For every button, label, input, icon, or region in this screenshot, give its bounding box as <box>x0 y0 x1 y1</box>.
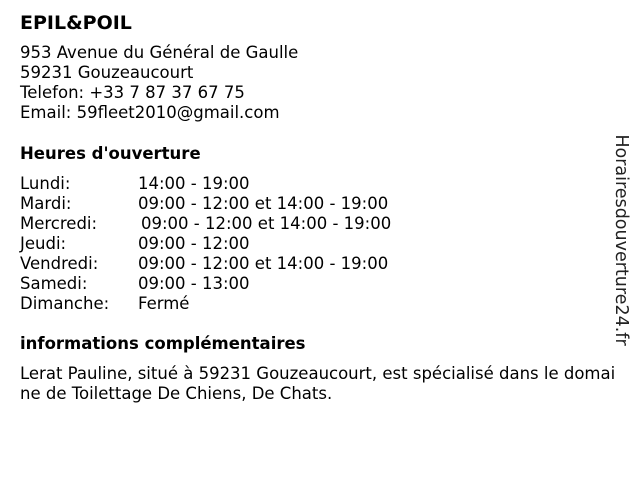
phone-number: Telefon: +33 7 87 37 67 75 <box>20 83 245 102</box>
address-city: 59231 Gouzeaucourt <box>20 63 194 82</box>
time-value: Fermé <box>138 294 190 313</box>
business-description: Lerat Pauline, situé à 59231 Gouzeaucourt, est spécialisé dans le domaine de Toilettage De Chiens, De Chats. <box>20 364 616 403</box>
time-value: 09:00 - 12:00 et 14:00 - 19:00 <box>138 254 389 273</box>
time-value: 09:00 - 12:00 et 14:00 - 19:00 <box>141 214 392 233</box>
info-heading: informations complémentaires <box>20 334 306 353</box>
site-watermark: Horairesdouverture24.fr <box>611 134 631 346</box>
email-address: Email: 59fleet2010@gmail.com <box>20 103 280 122</box>
day-label: Vendredi: <box>20 254 99 273</box>
day-label: Jeudi: <box>20 234 67 253</box>
business-name: EPIL&POIL <box>20 12 132 34</box>
time-value: 09:00 - 13:00 <box>138 274 250 293</box>
address-street: 953 Avenue du Général de Gaulle <box>20 43 299 62</box>
hours-heading: Heures d'ouverture <box>20 144 201 163</box>
day-label: Mercredi: <box>20 214 98 233</box>
contact-block <box>20 43 298 123</box>
time-value: 14:00 - 19:00 <box>138 174 250 193</box>
day-label: Dimanche: <box>20 294 110 313</box>
day-label: Samedi: <box>20 274 88 293</box>
time-value: 09:00 - 12:00 et 14:00 - 19:00 <box>138 194 389 213</box>
time-value: 09:00 - 12:00 <box>138 234 250 253</box>
day-label: Lundi: <box>20 174 71 193</box>
day-label: Mardi: <box>20 194 72 213</box>
